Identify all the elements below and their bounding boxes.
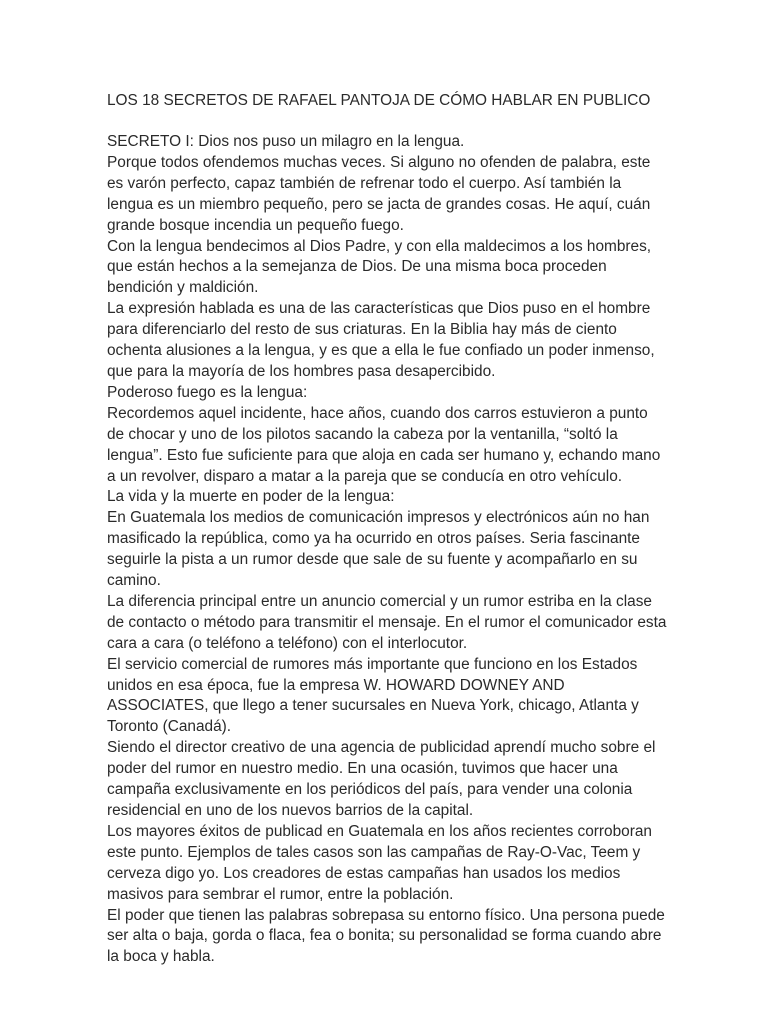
paragraph-subheading: Poderoso fuego es la lengua: bbox=[107, 383, 308, 401]
paragraph-subheading: La vida y la muerte en poder de la lengua: bbox=[107, 488, 395, 506]
paragraph: Los mayores éxitos de publicad en Guatemala en los años recientes corroboran este punto. Ejemplos de tales casos son las campañas de Ray-O-Vac, Teem y cerveza digo yo. Los creadores de estas campañas han usados los medios masivos para sembrar el rumor, entre la población. bbox=[107, 822, 652, 903]
paragraph-secreto-heading: SECRETO I: Dios nos puso un milagro en la lengua. bbox=[107, 133, 465, 150]
paragraph: El poder que tienen las palabras sobrepasa su entorno físico. Una persona puede ser alta o baja, gorda o flaca, fea o bonita; su personalidad se forma cuando abre la boca y habla. bbox=[107, 906, 665, 966]
paragraph: En Guatemala los medios de comunicación impresos y electrónicos aún no han masificado la república, como ya ha ocurrido en otros países. Seria fascinante seguirle la pista a un rumor desde que sale de su fuente y acompañarlo en su camino. bbox=[107, 509, 650, 590]
paragraph: Siendo el director creativo de una agencia de publicidad aprendí mucho sobre el poder del rumor en nuestro medio. En una ocasión, tuvimos que hacer una campaña exclusivamente en los periódicos del país, para vender una colonia residencial en uno de los nuevos barrios de la capital. bbox=[107, 739, 656, 819]
document-title: LOS 18 SECRETOS DE RAFAEL PANTOJA DE CÓMO HABLAR EN PUBLICO bbox=[107, 92, 651, 109]
paragraph: Porque todos ofendemos muchas veces. Si alguno no ofenden de palabra, este es varón perfecto, capaz también de refrenar todo el cuerpo. Así también la lengua es un miembro pequeño, pero se jacta de grandes cosas. He aquí, cuán grande bosque incendia un pequeño fuego. bbox=[107, 153, 651, 234]
paragraph: El servicio comercial de rumores más importante que funciono en los Estados unidos en esa época, fue la empresa W. HOWARD DOWNEY AND ASSOCIATES, que llego a tener sucursales en Nueva York, chicago, Atlanta y Toronto (Canadá). bbox=[107, 655, 639, 736]
document-body bbox=[107, 132, 667, 968]
paragraph: La expresión hablada es una de las características que Dios puso en el hombre para diferenciarlo del resto de sus criaturas. En la Biblia hay más de ciento ochenta alusiones a la lengua, y es que a ella le fue confiado un poder inmenso, que para la mayoría de los hombres pasa desapercibido. bbox=[107, 300, 655, 380]
paragraph: Recordemos aquel incidente, hace años, cuando dos carros estuvieron a punto de chocar y uno de los pilotos sacando la cabeza por la ventanilla, “soltó la lengua”. Esto fue suficiente para que aloja en cada ser humano y, echando mano a un revolver, disparo a matar a la pareja que se conducía en otro vehículo. bbox=[107, 404, 661, 485]
paragraph: La diferencia principal entre un anuncio comercial y un rumor estriba en la clase de contacto o método para transmitir el mensaje. En el rumor el comunicador esta cara a cara (o teléfono a teléfono) con el interlocutor. bbox=[107, 592, 667, 652]
paragraph: Con la lengua bendecimos al Dios Padre, y con ella maldecimos a los hombres, que están hechos a la semejanza de Dios. De una misma boca proceden bendición y maldición. bbox=[107, 237, 652, 297]
